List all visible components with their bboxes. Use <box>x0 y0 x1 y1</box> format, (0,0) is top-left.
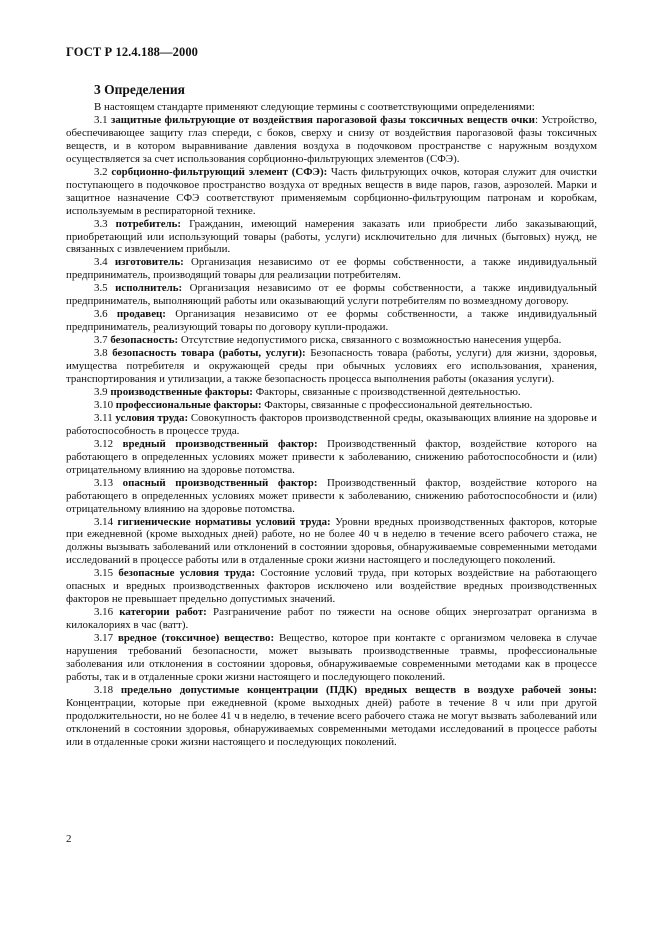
definition-text: Совокупность факторов производственной среды, оказывающих влияние на здоровье и работоспособность в процессе труда. <box>66 411 597 437</box>
definition-3-15 <box>66 567 597 606</box>
definition-term: безопасность товара (работы, услуги): <box>112 347 306 360</box>
section-title: 3 Определения <box>94 82 185 97</box>
definition-term: вредный производственный фактор: <box>122 437 318 450</box>
definition-3-16 <box>66 606 597 632</box>
page-number: 2 <box>66 833 72 845</box>
definition-text: Разграничение работ по тяжести на основе общих энергозатрат организма в килокалориях в час (ватт). <box>66 606 597 632</box>
definition-text: Безопасность товара (работы, услуги) для жизни, здоровья, имущества потребителя и окружающей среды при обычных условиях его использования, хранения, транспортирования и утилизации, а также безопасность процесса выполнения работы (оказания услуги). <box>66 347 597 386</box>
definition-number: 3.1 <box>94 113 108 126</box>
definition-number: 3.18 <box>94 683 114 696</box>
definition-number: 3.14 <box>94 515 114 528</box>
definition-term: гигиенические нормативы условий труда: <box>117 515 331 528</box>
definition-term: вредное (токсичное) вещество: <box>117 632 275 645</box>
definition-3-7 <box>66 334 597 347</box>
definition-text: Уровни вредных производственных факторов, которые при ежедневной (кроме выходных дней) работе, но не более 40 ч в неделю в течение всего рабочего стажа, не должны вызывать заболеваний или отклонений в состоянии здоровья, обнаруживаемые современными методами исследований в процессе работы или в отдаленные сроки жизни настоящего и последующего поколений. <box>66 515 597 567</box>
definition-term: безопасность: <box>110 334 179 347</box>
definition-number: 3.11 <box>94 411 113 424</box>
definition-text: Производственный фактор, воздействие которого на работающего в определенных условиях может привести к заболеванию, снижению работоспособности и (или) отрицательному влиянию на здоровье потомства. <box>66 476 597 515</box>
definition-number: 3.3 <box>94 217 108 230</box>
definition-term: профессиональные факторы: <box>115 398 262 411</box>
definition-separator: : <box>534 113 538 126</box>
definition-text: Устройство, обеспечивающее защиту глаз спереди, с боков, сверху и снизу от воздействия парогазовой фазы токсичных веществ, и в котором выравнивание давления воздуха в подочковом пространстве с наружным воздухом осуществляется за счет использования сорбционно-фильтрующих элементов (СФЭ). <box>66 113 597 165</box>
definition-term: опасный производственный фактор: <box>122 476 318 489</box>
document-body <box>66 101 597 749</box>
definition-term: предельно допустимые концентрации (ПДК) вредных веществ в воздухе рабочей зоны: <box>120 683 597 696</box>
definition-term: условия труда: <box>115 411 189 424</box>
definition-number: 3.16 <box>94 606 114 619</box>
definition-text: Организация независимо от ее формы собственности, а также индивидуальный предприниматель, производящий товары для реализации потребителям. <box>66 256 597 282</box>
definition-3-13 <box>66 477 597 516</box>
definition-number: 3.7 <box>94 334 108 347</box>
definition-3-8 <box>66 347 597 386</box>
definition-number: 3.12 <box>94 437 114 450</box>
definition-text: Организация независимо от ее формы собственности, а также индивидуальный предприниматель, выполняющий работы или оказывающий услуги потребителям по возмездному договору. <box>66 282 597 308</box>
definition-number: 3.17 <box>94 632 114 645</box>
definition-text: Производственный фактор, воздействие которого на работающего в определенных условиях может привести к заболеванию, снижению работоспособности и (или) отрицательному влиянию на здоровье потомства. <box>66 437 597 476</box>
definitions-list <box>66 114 597 749</box>
definition-number: 3.5 <box>94 282 108 295</box>
definition-3-9 <box>66 386 597 399</box>
definition-number: 3.9 <box>94 385 108 398</box>
definition-term: изготовитель: <box>114 256 184 269</box>
definition-text: Организация независимо от ее формы собственности, а также индивидуальный предприниматель, реализующий товары по договору купли-продажи. <box>66 308 597 334</box>
definition-text: Состояние условий труда, при которых воздействие на работающего опасных и вредных производственных факторов исключено или воздействие вредных производственных факторов не превышает предельно допустимых значений. <box>66 567 597 606</box>
definition-number: 3.6 <box>94 308 108 321</box>
definition-term: категории работ: <box>119 606 207 619</box>
definition-text: Концентрации, которые при ежедневной (кроме выходных дней) работе в течение 8 ч или при другой продолжительности, но не более 41 ч в неделю, в течение всего рабочего стажа не могут вызвать заболеваний или отклонений в состоянии здоровья, обнаруживаемых современными методами исследований в процессе работы или в отдаленные сроки жизни настоящего и последующих поколений. <box>66 696 597 748</box>
definition-text: Часть фильтрующих очков, которая служит для очистки поступающего в подочковое пространство воздуха от вредных веществ в виде паров, газов, аэрозолей. Марки и защитное назначение СФЭ соответствуют применяемым сорбционно-фильтрующим патронам и коробкам, используемым в респираторной технике. <box>66 165 597 217</box>
intro-paragraph: В настоящем стандарте применяют следующие термины с соответствующими определениями: <box>94 101 535 113</box>
definition-number: 3.13 <box>94 476 114 489</box>
definition-term: исполнитель: <box>115 282 183 295</box>
definition-text: Вещество, которое при контакте с организмом человека в случае нарушения требований безопасности, может вызывать производственные травмы, профессиональные заболевания или отклонения в состоянии здоровья, обнаруживаемые современными методами как в процессе работы, так и в отдаленные сроки жизни настоящего и последующего поколений. <box>66 632 598 683</box>
definition-term: потребитель: <box>115 217 182 230</box>
definition-3-5 <box>66 282 597 308</box>
definition-3-1 <box>66 114 597 166</box>
definition-3-3 <box>66 218 597 257</box>
definition-term: сорбционно-фильтрующий элемент (СФЭ): <box>111 165 328 178</box>
definition-number: 3.15 <box>94 567 114 580</box>
definition-text: Отсутствие недопустимого риска, связанного с возможностью нанесения ущерба. <box>178 334 562 347</box>
definition-number: 3.10 <box>94 398 114 411</box>
definition-3-10 <box>66 399 597 412</box>
definition-term: производственные факторы: <box>110 385 253 398</box>
definition-number: 3.2 <box>94 165 108 178</box>
definition-term: продавец: <box>116 308 166 321</box>
definition-text: Факторы, связанные с производственной деятельностью. <box>252 385 521 398</box>
definition-3-11 <box>66 412 597 438</box>
definition-3-6 <box>66 308 597 334</box>
definition-3-14 <box>66 516 597 568</box>
definition-term: безопасные условия труда: <box>118 567 256 580</box>
definition-number: 3.8 <box>94 347 108 360</box>
definition-3-18 <box>66 684 597 749</box>
definition-3-12 <box>66 438 597 477</box>
definition-number: 3.4 <box>94 256 108 269</box>
document-header: ГОСТ Р 12.4.188—2000 <box>66 45 199 59</box>
definition-3-2 <box>66 166 597 218</box>
definition-3-4 <box>66 256 597 282</box>
definition-3-17 <box>66 632 597 684</box>
definition-term: защитные фильтрующие от воздействия парогазовой фазы токсичных веществ очки <box>110 113 535 126</box>
definition-text: Гражданин, имеющий намерения заказать или приобрести либо заказывающий, приобретающий или использующий товары (работы, услуги) исключительно для личных (бытовых) нужд, не связанных с извлечением прибыли. <box>66 217 597 256</box>
definition-text: Факторы, связанные с профессиональной деятельностью. <box>261 398 533 411</box>
